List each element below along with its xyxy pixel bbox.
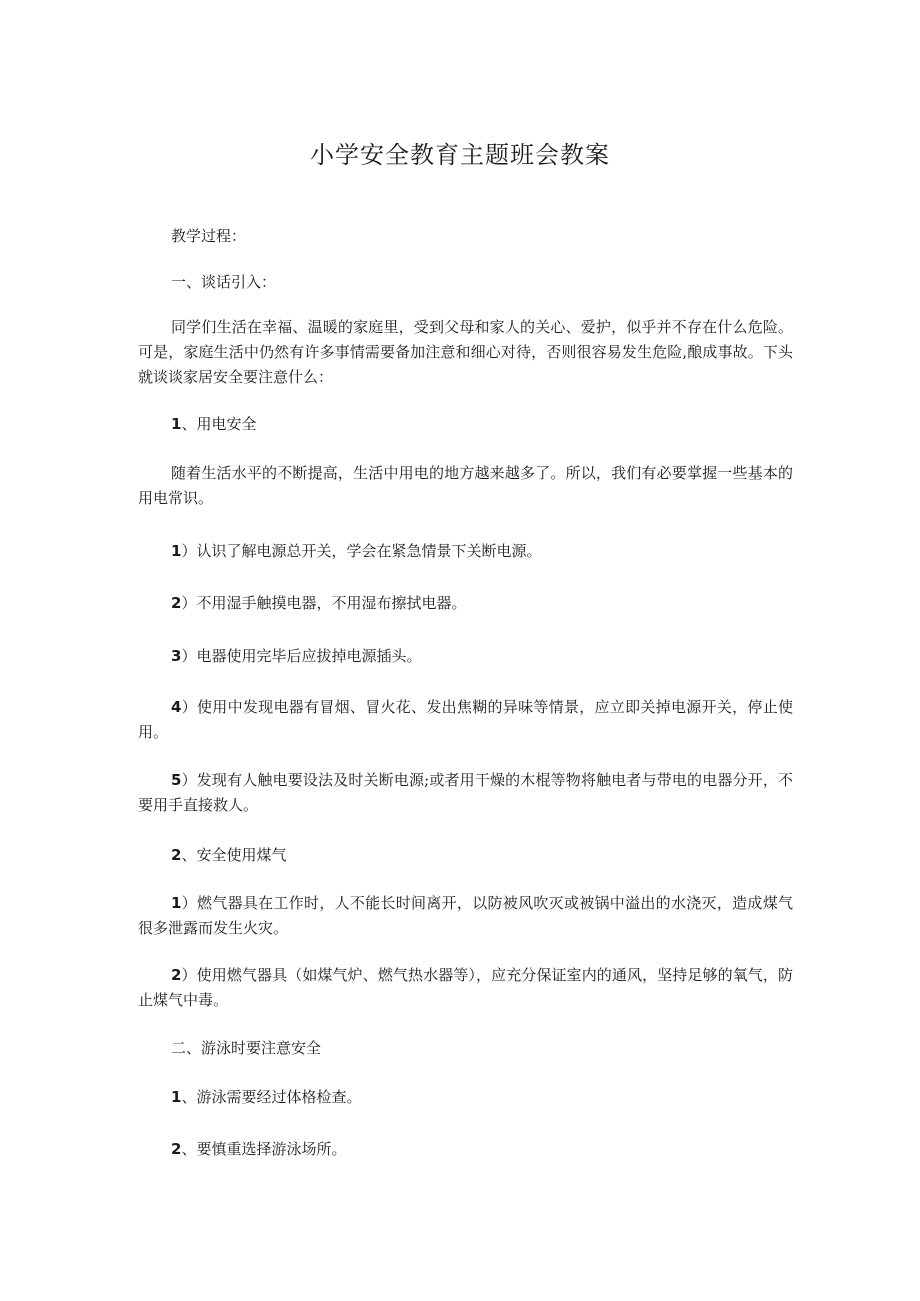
section-heading-swimming <box>138 1036 793 1061</box>
item-number: 2 <box>171 594 182 612</box>
section-heading-intro <box>138 270 793 295</box>
item-number: 2 <box>171 1140 182 1158</box>
paragraph-text: 二、游泳时要注意安全 <box>171 1039 322 1057</box>
item-number: 2 <box>171 846 182 864</box>
paragraph-text: 同学们生活在幸福、温暖的家庭里，受到父母和家人的关心、爱护，似乎并不存在什么危险。可是，家庭生活中仍然有许多事情需要备加注意和细心对待，否则很容易发生危险,酿成事故。下头就谈谈家居安全要注意什么： <box>138 318 793 386</box>
list-item <box>138 695 793 745</box>
paragraph-text: ）使用燃气器具（如煤气炉、燃气热水器等），应充分保证室内的通风，坚持足够的氧气，防止煤气中毒。 <box>138 966 793 1009</box>
paragraph-teaching-process <box>138 224 793 249</box>
paragraph-text: 、安全使用煤气 <box>181 846 287 864</box>
item-number: 5 <box>171 771 182 789</box>
item-heading-electricity <box>138 412 793 437</box>
paragraph-text: 教学过程： <box>171 227 247 245</box>
item-heading-gas <box>138 843 793 868</box>
list-item <box>138 891 793 941</box>
paragraph-text: ）认识了解电源总开关，学会在紧急情景下关断电源。 <box>181 542 542 560</box>
list-item <box>138 539 793 564</box>
item-number: 3 <box>171 647 182 665</box>
paragraph-intro <box>138 315 793 390</box>
list-item <box>138 644 793 669</box>
list-item <box>138 1085 793 1110</box>
item-number: 1 <box>171 542 182 560</box>
paragraph-text: ）不用湿手触摸电器，不用湿布擦拭电器。 <box>181 594 467 612</box>
paragraph-text: 、要慎重选择游泳场所。 <box>181 1140 347 1158</box>
list-item <box>138 768 793 818</box>
paragraph-text: 、游泳需要经过体格检查。 <box>181 1088 362 1106</box>
paragraph-text: 、用电安全 <box>181 415 257 433</box>
item-number: 4 <box>171 698 182 716</box>
item-number: 1 <box>171 1088 182 1106</box>
paragraph-text: ）使用中发现电器有冒烟、冒火花、发出焦糊的异味等情景，应立即关掉电源开关，停止使用。 <box>138 698 793 741</box>
paragraph-text: 一、谈话引入： <box>171 273 277 291</box>
document-title: 小学安全教育主题班会教案 <box>310 141 610 169</box>
item-number: 1 <box>171 894 182 912</box>
paragraph-text: 随着生活水平的不断提高，生活中用电的地方越来越多了。所以，我们有必要掌握一些基本的用电常识。 <box>138 464 793 507</box>
item-number: 2 <box>171 966 182 984</box>
paragraph-text: ）电器使用完毕后应拔掉电源插头。 <box>181 647 422 665</box>
list-item <box>138 963 793 1013</box>
list-item <box>138 591 793 616</box>
list-item <box>138 1137 793 1162</box>
paragraph-text: ）燃气器具在工作时，人不能长时间离开，以防被风吹灭或被锅中溢出的水浇灭，造成煤气很多泄露而发生火灾。 <box>138 894 793 937</box>
item-number: 1 <box>171 415 182 433</box>
paragraph-electricity-desc <box>138 461 793 511</box>
paragraph-text: ）发现有人触电要设法及时关断电源;或者用干燥的木棍等物将触电者与带电的电器分开，不要用手直接救人。 <box>138 771 793 814</box>
